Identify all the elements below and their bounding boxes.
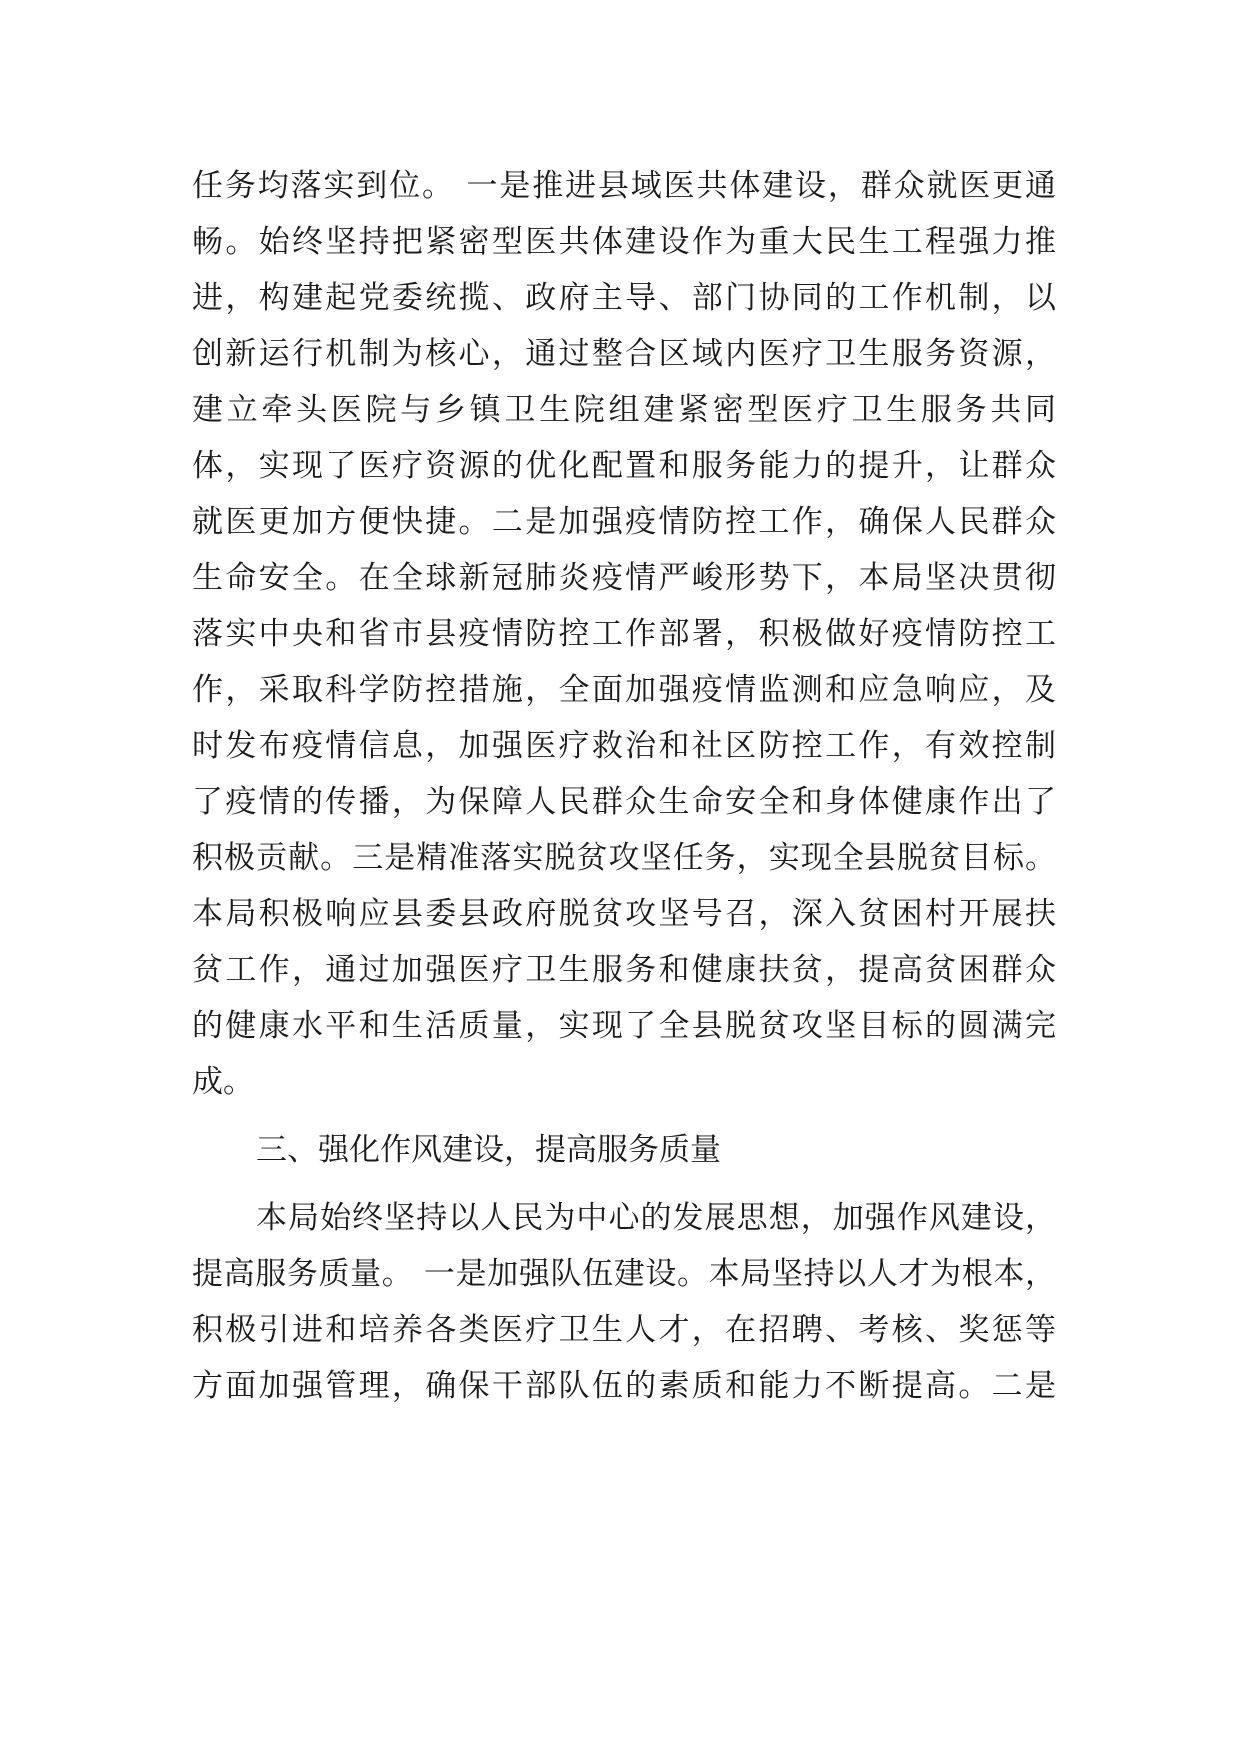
text-line: 贫工作，通过加强医疗卫生服务和健康扶贫，提高贫困群众 [192, 952, 1056, 988]
text-line: 建立牵头医院与乡镇卫生院组建紧密型医疗卫生服务共同 [192, 392, 1056, 428]
text-line: 本局始终坚持以人民为中心的发展思想，加强作风建设， [256, 1200, 1056, 1236]
text-line: 进，构建起党委统揽、政府主导、部门协同的工作机制，以 [192, 280, 1056, 316]
paragraph-continuation [192, 158, 1056, 1110]
paragraph-gap [192, 1178, 1056, 1190]
text-line: 了疫情的传播，为保障人民群众生命安全和身体健康作出了 [192, 784, 1056, 820]
text-line: 积极引进和培养各类医疗卫生人才，在招聘、考核、奖惩等 [192, 1312, 1056, 1348]
paragraph-gap [192, 1110, 1056, 1122]
text-line: 任务均落实到位。 一是推进县域医共体建设，群众就医更通 [192, 168, 1056, 204]
text-line: 就医更加方便快捷。二是加强疫情防控工作，确保人民群众 [192, 504, 1056, 540]
text-line: 体，实现了医疗资源的优化配置和服务能力的提升，让群众 [192, 448, 1056, 484]
text-line: 本局积极响应县委县政府脱贫攻坚号召，深入贫困村开展扶 [192, 896, 1056, 932]
text-line: 落实中央和省市县疫情防控工作部署，积极做好疫情防控工 [192, 616, 1056, 652]
text-line: 的健康水平和生活质量，实现了全县脱贫攻坚目标的圆满完 [192, 1008, 1056, 1044]
text-line: 成。 [192, 1064, 254, 1100]
section-heading: 三、强化作风建设，提高服务质量 [256, 1132, 721, 1168]
text-line: 时发布疫情信息，加强医疗救治和社区防控工作，有效控制 [192, 728, 1056, 764]
text-line: 作，采取科学防控措施，全面加强疫情监测和应急响应，及 [192, 672, 1056, 708]
text-line: 畅。始终坚持把紧密型医共体建设作为重大民生工程强力推 [192, 224, 1056, 260]
text-line: 创新运行机制为核心，通过整合区域内医疗卫生服务资源， [192, 336, 1056, 372]
text-line: 方面加强管理，确保干部队伍的素质和能力不断提高。二是 [192, 1368, 1056, 1404]
text-line: 积极贡献。三是精准落实脱贫攻坚任务，实现全县脱贫目标。 [192, 840, 1056, 876]
document-body [192, 158, 1056, 1414]
text-line: 提高服务质量。 一是加强队伍建设。本局坚持以人才为根本， [192, 1256, 1056, 1292]
paragraph [192, 1190, 1056, 1414]
text-line: 生命安全。在全球新冠肺炎疫情严峻形势下，本局坚决贯彻 [192, 560, 1056, 596]
